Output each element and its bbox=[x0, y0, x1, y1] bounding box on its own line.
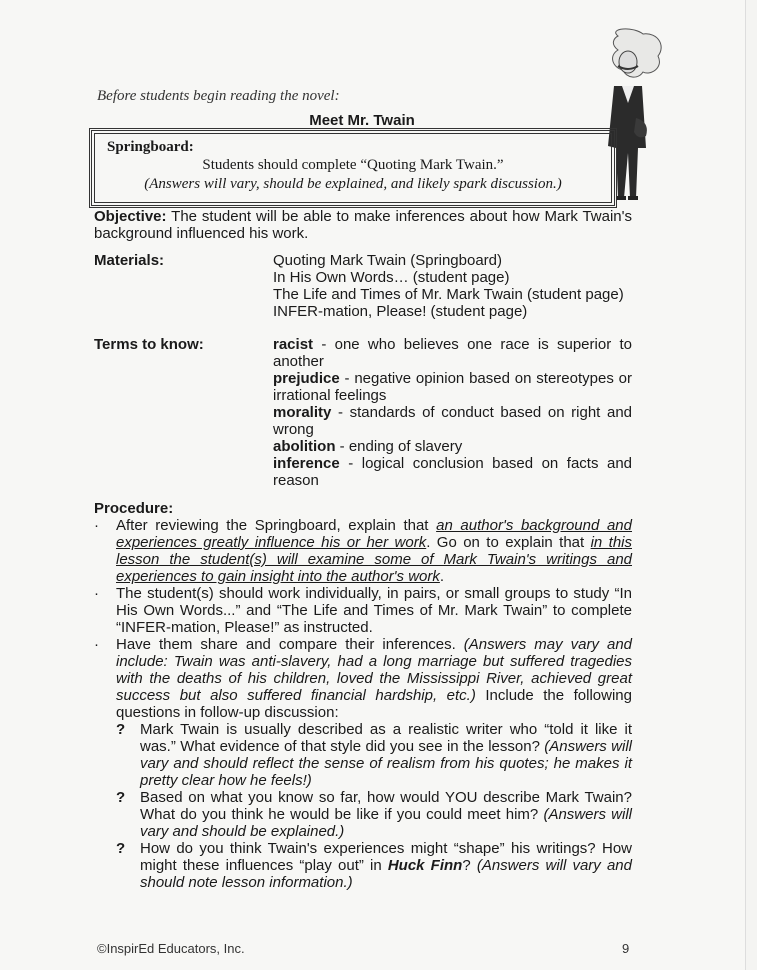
discussion-question bbox=[94, 840, 632, 891]
materials-section bbox=[94, 252, 632, 320]
procedure-label: Procedure: bbox=[94, 500, 174, 517]
question-text: Based on what you know so far, how would YOU describe Mark Twain? What do you think he would be like if you could meet him? bbox=[140, 789, 632, 823]
springboard-label: Springboard: bbox=[107, 139, 194, 155]
question-text: ? bbox=[462, 857, 477, 874]
objective bbox=[94, 208, 632, 242]
procedure-section bbox=[94, 500, 632, 891]
term-item bbox=[273, 455, 632, 489]
bullet-icon: · bbox=[94, 585, 99, 602]
term-definition: - negative opinion based on stereotypes or irrational feelings bbox=[273, 370, 632, 404]
term-word: inference bbox=[273, 455, 340, 472]
procedure-step bbox=[94, 585, 632, 636]
term-item bbox=[273, 438, 632, 455]
term-definition: - logical conclusion based on facts and reason bbox=[273, 455, 632, 489]
term-word: prejudice bbox=[273, 370, 340, 387]
springboard-instruction: Students should complete “Quoting Mark Twain.” bbox=[202, 157, 504, 173]
question-mark-icon: ? bbox=[116, 840, 126, 857]
discussion-question bbox=[94, 721, 632, 789]
term-word: morality bbox=[273, 404, 332, 421]
objective-label: Objective: bbox=[94, 208, 167, 225]
springboard-note: (Answers will vary, should be explained, and likely spark discussion.) bbox=[144, 176, 562, 192]
term-definition: - one who believes one race is superior to another bbox=[273, 336, 632, 370]
springboard-box bbox=[91, 130, 615, 206]
question-answer: (Answers will vary and should reflect the sense of realism from his quotes; he makes it pretty clear how he feels!) bbox=[140, 738, 633, 789]
material-item: The Life and Times of Mr. Mark Twain (student page) bbox=[273, 286, 624, 303]
intro-text: Before students begin reading the novel: bbox=[97, 88, 340, 104]
terms-section bbox=[94, 336, 632, 489]
step-text: The student(s) should work individually, in pairs, or small groups to study “In His Own Words...” and “The Life and Times of Mr. Mark Twain” to complete “INFER-mation, Please!” as instructed. bbox=[116, 585, 632, 636]
bullet-icon: · bbox=[94, 517, 99, 534]
materials-label: Materials: bbox=[94, 252, 165, 269]
procedure-step bbox=[94, 517, 632, 585]
question-answer: (Answers will vary and should be explained.) bbox=[140, 806, 632, 840]
term-word: racist bbox=[273, 336, 314, 353]
objective-text: The student will be able to make inferences about how Mark Twain's background influenced his work. bbox=[94, 208, 632, 242]
material-item: In His Own Words… (student page) bbox=[273, 269, 510, 286]
step-emphasis: an author's background and experiences greatly influence his or her work bbox=[116, 517, 632, 551]
term-definition: - ending of slavery bbox=[335, 438, 463, 455]
step-text: . Go on to explain that bbox=[426, 534, 591, 551]
step-answers: (Answers may vary and include: Twain was anti-slavery, had a long marriage but suffered tragedies with the deaths of his children, loved the Mississippi River, achieved great success but also suffered financial hardship, etc.) bbox=[116, 636, 632, 704]
term-word: abolition bbox=[273, 438, 336, 455]
question-text: How do you think Twain's experiences might “shape” his writings? How might these influences “play out” in bbox=[140, 840, 632, 874]
step-text: After reviewing the Springboard, explain that bbox=[116, 517, 437, 534]
bullet-icon: · bbox=[94, 636, 99, 653]
term-item bbox=[273, 370, 632, 404]
material-item: Quoting Mark Twain (Springboard) bbox=[273, 252, 502, 269]
term-item bbox=[273, 336, 632, 370]
term-item bbox=[273, 404, 632, 438]
book-title: Huck Finn bbox=[387, 857, 463, 874]
step-text: Include the following questions in follow-up discussion: bbox=[116, 687, 632, 721]
discussion-question bbox=[94, 789, 632, 840]
page-number: 9 bbox=[622, 941, 630, 956]
question-mark-icon: ? bbox=[116, 721, 126, 738]
step-text: . bbox=[439, 568, 445, 585]
term-definition: - standards of conduct based on right and wrong bbox=[273, 404, 632, 438]
step-emphasis: in this lesson the student(s) will examine some of Mark Twain's writings and experiences to gain insight into the author's work bbox=[116, 534, 632, 585]
step-text: Have them share and compare their inferences. bbox=[116, 636, 464, 653]
question-text: Mark Twain is usually described as a realistic writer who “told it like it was.” What evidence of that style did you see in the lesson? bbox=[140, 721, 632, 755]
page-title: Meet Mr. Twain bbox=[309, 112, 415, 129]
procedure-step bbox=[94, 636, 632, 721]
terms-label: Terms to know: bbox=[94, 336, 204, 353]
question-answer: (Answers will vary and should note lesson information.) bbox=[140, 857, 632, 891]
material-item: INFER-mation, Please! (student page) bbox=[273, 303, 528, 320]
footer-copyright: ©InspirEd Educators, Inc. bbox=[97, 941, 245, 956]
question-mark-icon: ? bbox=[116, 789, 126, 806]
